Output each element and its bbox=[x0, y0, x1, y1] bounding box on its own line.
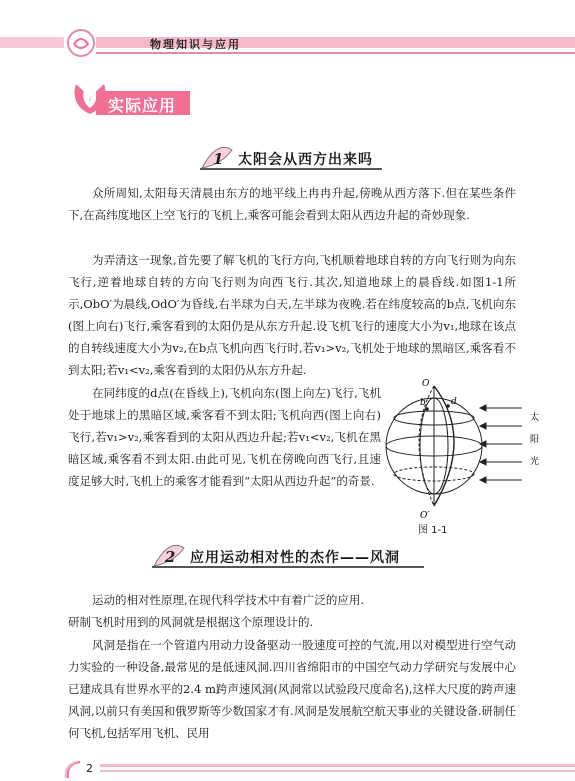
paragraph: 在同纬度的d点(在昏线上),飞机向东(图上向左)飞行,飞机处于地球上的黑暗区域,乘客看不到太阳;飞机向西(图上向右)飞行,若v₁>v₂,乘客看到的太阳从西边升起;若v₁<v₂,飞机在黑暗区域,乘客看不到太阳.由此可见,飞机在傍晚向西飞行,且速度足够大时,飞机上的乘客才能看到“太阳从西边升起”的奇景. bbox=[68, 386, 381, 488]
figure-caption: 图 1-1 bbox=[418, 525, 448, 536]
topic-2-title: 应用运动相对性的杰作——风洞 bbox=[190, 550, 400, 566]
section-title: 实际应用 bbox=[108, 96, 177, 115]
label-b: b bbox=[420, 398, 426, 408]
topic-2-underline bbox=[152, 566, 424, 568]
label-o-top: O bbox=[422, 379, 430, 389]
header-band-left bbox=[0, 37, 64, 48]
sun-label-1: 太 bbox=[530, 413, 540, 423]
paragraph: 风洞是指在一个管道内用动力设备驱动一股速度可控的气流,用以对模型进行空气动力实验的一种设备,最常见的是低速风洞.四川省绵阳市的中国空气动力学研究与发展中心已建成具有世界水平的2.4 m跨声速风洞(风洞常以试验段尺度命名),这样大尺度的跨声速风洞,以前只有美国和俄罗斯等少数国家才有.风洞是发展航空航天事业的关键设备.研制任何飞机,包括军用飞机、民用 bbox=[68, 638, 516, 740]
label-d: d bbox=[451, 397, 457, 407]
topic-1-title: 太阳会从西方出来吗 bbox=[238, 152, 373, 168]
topic-2-number: 2 bbox=[165, 548, 176, 566]
topic-1-underline bbox=[200, 168, 382, 170]
header-swirl-icon bbox=[66, 28, 96, 58]
paragraph: 众所周知,太阳每天清晨由东方的地平线上冉冉升起,傍晚从西方落下.但在某些条件下,在高纬度地区上空飞行的飞机上,乘客可能会看到太阳从西边升起的奇妙现象. bbox=[68, 186, 516, 222]
topic-2-heading bbox=[152, 546, 452, 568]
footer-swirl-icon bbox=[62, 758, 84, 780]
sun-label-3: 光 bbox=[530, 457, 540, 467]
paragraph: 运动的相对性原理,在现代科学技术中有着广泛的应用.研制飞机时用到的风洞就是根据这个原理设计的. bbox=[68, 593, 364, 629]
sunlight-arrows bbox=[480, 405, 522, 483]
earth-terminator-figure bbox=[384, 378, 544, 518]
topic-2-badge bbox=[152, 542, 186, 568]
footer-rule bbox=[100, 770, 575, 772]
topic-1-number: 1 bbox=[213, 150, 224, 168]
paragraph: 为弄清这一现象,首先要了解飞机的飞行方向,飞机顺着地球自转的方向飞行则为向东飞行,逆着地球自转的方向飞行则为向西飞行.其次,知道地球上的晨昏线.如图1-1所示,ObO′为晨线,OdO′为昏线,右半球为白天,左半球为夜晚.若在纬度较高的b点,飞机向东(图上向右)飞行,乘客看到的太阳仍是从东方升起.设飞机飞行的速度大小为v₁,地球在该点的自转线速度大小为v₂,在b点飞机向西飞行时,若v₁>v₂,飞机处于地球的黑暗区,乘客看不到太阳;若v₁<v₂,乘客看到的太阳仍从东方升起. bbox=[68, 253, 516, 377]
topic-1-badge bbox=[200, 144, 234, 170]
sun-label-2: 阳 bbox=[530, 435, 540, 445]
topic-1-heading bbox=[200, 148, 400, 170]
page-number: 2 bbox=[86, 762, 93, 775]
header-rule bbox=[96, 52, 575, 54]
label-o-bottom: O′ bbox=[420, 511, 430, 518]
footer-rule bbox=[100, 764, 575, 767]
running-header-title: 物理知识与应用 bbox=[150, 38, 241, 51]
